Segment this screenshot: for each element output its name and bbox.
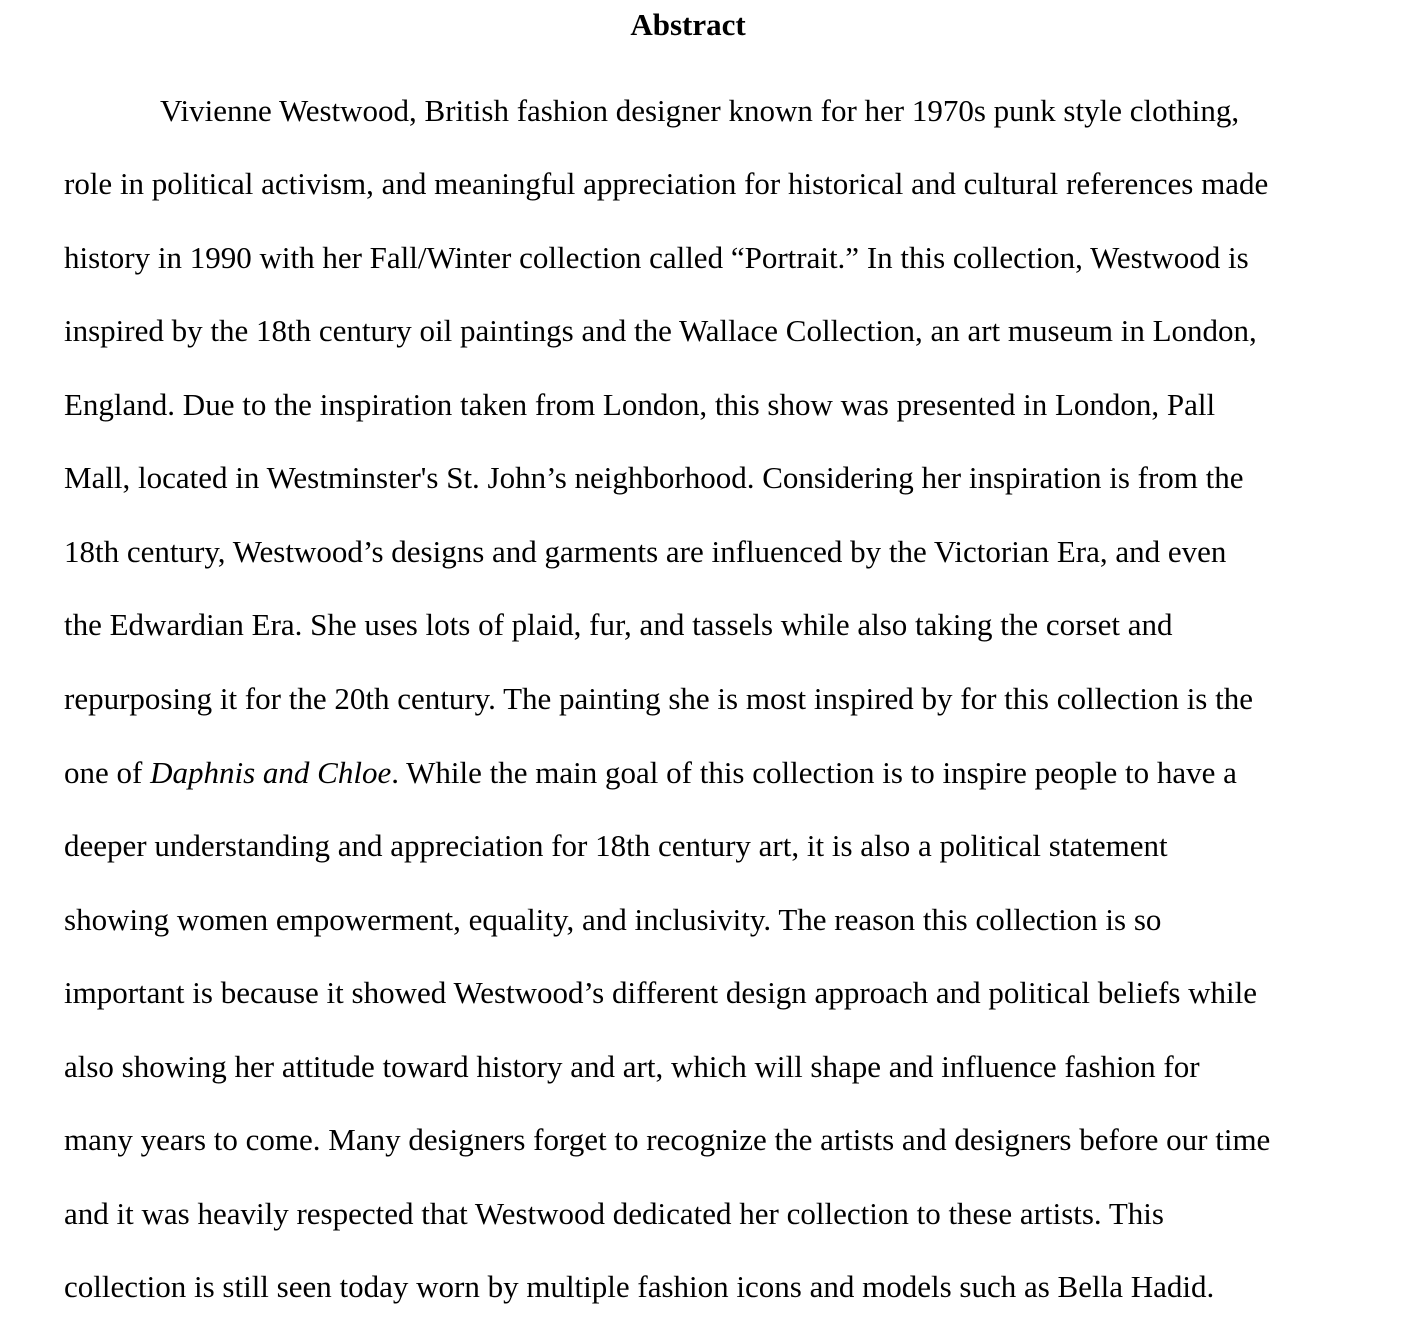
page-title: Abstract <box>630 7 746 42</box>
paragraph-line: Mall, located in Westminster's St. John’s neighborhood. Considering her inspiration is from the <box>64 460 1244 495</box>
paragraph-line: deeper understanding and appreciation for 18th century art, it is also a political statement <box>64 828 1168 863</box>
paragraph-line: 18th century, Westwood’s designs and garments are influenced by the Victorian Era, and even <box>64 534 1227 569</box>
paragraph-line: the Edwardian Era. She uses lots of plaid, fur, and tassels while also taking the corset and <box>64 607 1173 642</box>
paragraph-line: Vivienne Westwood, British fashion designer known for her 1970s punk style clothing, <box>160 93 1240 128</box>
paragraph-line: repurposing it for the 20th century. The painting she is most inspired by for this collection is the <box>64 681 1253 716</box>
paragraph-line: inspired by the 18th century oil paintings and the Wallace Collection, an art museum in London, <box>64 313 1257 348</box>
paragraph-line: collection is still seen today worn by multiple fashion icons and models such as Bella Hadid. <box>64 1269 1215 1304</box>
paragraph-line: many years to come. Many designers forget to recognize the artists and designers before our time <box>64 1122 1271 1157</box>
paragraph-line <box>64 753 1354 793</box>
italic-title: Daphnis and Chloe <box>150 755 392 790</box>
paragraph-line: England. Due to the inspiration taken from London, this show was presented in London, Pall <box>64 387 1216 422</box>
paragraph-line: history in 1990 with her Fall/Winter collection called “Portrait.” In this collection, Westwood is <box>64 240 1249 275</box>
paragraph-line: showing women empowerment, equality, and inclusivity. The reason this collection is so <box>64 902 1162 937</box>
paragraph-line: also showing her attitude toward history and art, which will shape and influence fashion for <box>64 1049 1200 1084</box>
paragraph-line: and it was heavily respected that Westwood dedicated her collection to these artists. This <box>64 1196 1164 1231</box>
paragraph-line: important is because it showed Westwood’s different design approach and political beliefs while <box>64 975 1258 1010</box>
paragraph-line: role in political activism, and meaningful appreciation for historical and cultural references made <box>64 166 1269 201</box>
line-text-after: . While the main goal of this collection is to inspire people to have a <box>391 755 1237 790</box>
line-text-before: one of <box>64 755 151 790</box>
